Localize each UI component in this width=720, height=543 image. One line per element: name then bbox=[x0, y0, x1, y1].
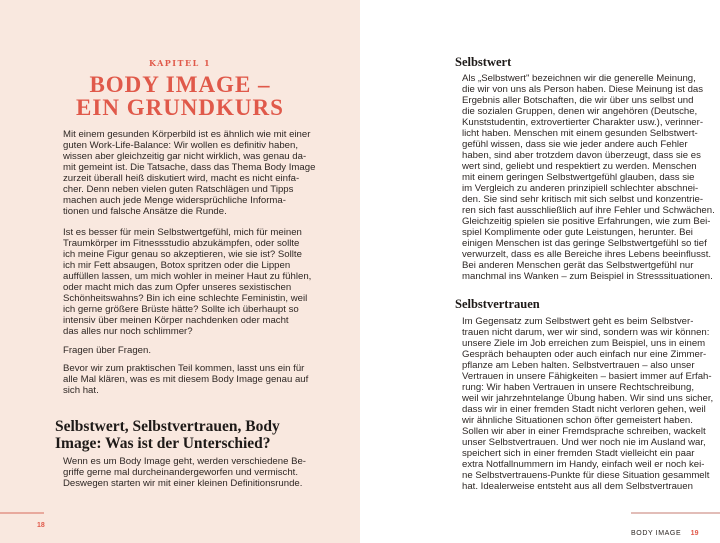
text-line: ich mir Fett absaugen, Botox spritzen oder die Lippen bbox=[63, 260, 291, 271]
text-line: einigen Menschen ist das geringe Selbstwertgefühl so tief bbox=[462, 238, 707, 249]
text-line: Gleichzeitig spielen sie positive Erfahrungen, wie zum Bei- bbox=[462, 216, 711, 227]
right-page bbox=[360, 0, 720, 543]
text-line: dass wir in einer fremden Stadt nicht verloren gehen, weil bbox=[462, 404, 706, 415]
page-number: 19 bbox=[690, 530, 699, 537]
text-line: Gespräch behaupten oder auch einfach nur eine Zimmer- bbox=[462, 349, 707, 360]
text-line: ren sich fast ausschließlich auf ihre Fehler und Schwächen. bbox=[462, 205, 715, 216]
text-line: Ist es besser für mein Selbstwertgefühl, mich für meinen bbox=[63, 227, 302, 238]
text-line: tionen und falsche Ansätze die Runde. bbox=[63, 206, 227, 217]
text-line: hat. Idealerweise entsteht aus all dem Selbstvertrauen bbox=[462, 481, 693, 492]
text-line: Deswegen starten wir mit einer kleinen Definitionsrunde. bbox=[63, 478, 303, 489]
text-line: verwurzelt, dass es alle Bereiche ihres Lebens beeinflusst. bbox=[462, 249, 712, 260]
text-line: oder macht mich das zum Opfer unseres sexistischen bbox=[63, 282, 292, 293]
text-line: die sozialen Gruppen, denen wir angehören (Deutsche, bbox=[462, 106, 698, 117]
chapter-label: KAPITEL 1 bbox=[148, 58, 212, 68]
running-head: BODY IMAGE bbox=[631, 530, 682, 537]
text-line: Fragen über Fragen. bbox=[63, 345, 151, 356]
text-line: mit einem geringen Selbstwertgefühl glauben, dass sie bbox=[462, 172, 695, 183]
text-line: im Vergleich zu anderen prinzipiell schlechter abschnei- bbox=[462, 183, 699, 194]
paragraph bbox=[63, 129, 315, 217]
text-line: alle Mal klären, was es mit diesem Body Image genau auf bbox=[63, 374, 309, 385]
page-number: 18 bbox=[37, 522, 45, 529]
text-line: ich meine Figur genau so akzeptieren, wie sie ist? Sollte bbox=[63, 249, 302, 260]
text-line: auffüllen lassen, um mich wohler in meiner Haut zu fühlen, bbox=[63, 271, 312, 282]
section-heading-line: Selbstwert, Selbstvertrauen, Body bbox=[55, 418, 280, 435]
paragraph bbox=[462, 316, 713, 492]
text-line: Schönheitswahns? Bin ich eine schlechte Feministin, weil bbox=[63, 293, 308, 304]
paragraph bbox=[63, 227, 311, 337]
text-line: Wenn es um Body Image geht, werden verschiedene Be- bbox=[63, 456, 307, 467]
section-heading: Selbstwert bbox=[455, 55, 512, 69]
text-line: manchmal ins Wanken – zum Beispiel in Stresssituationen. bbox=[462, 271, 713, 282]
text-line: griffe gerne mal durcheinandergeworfen und vermischt. bbox=[63, 467, 298, 478]
text-line: sich hat. bbox=[63, 385, 99, 396]
text-line: Vertrauen in unsere Fähigkeiten – basiert immer auf Erfah- bbox=[462, 371, 712, 382]
text-line: Sollen wir aber in einer Fremdsprache schreiben, wackelt bbox=[462, 426, 706, 437]
text-line: Bei anderen Menschen gerät das Selbstwertgefühl nur bbox=[462, 260, 694, 271]
text-line: guten Work-Life-Balance: Wir wollen es definitiv haben, bbox=[63, 140, 298, 151]
text-line: intensiv über meinen Körper nachdenken oder macht bbox=[63, 315, 289, 326]
footer-rule bbox=[0, 512, 44, 514]
text-line: weil wir jahrzehntelange Übung haben. Wir sind uns sicher, bbox=[462, 393, 714, 404]
section-heading bbox=[55, 418, 280, 452]
text-line: Kunststudentin, extrovertierter Charakter usw.), verinner- bbox=[462, 117, 704, 128]
footer-rule bbox=[631, 512, 720, 514]
section-heading-line: Image: Was ist der Unterschied? bbox=[55, 435, 271, 452]
text-line: rung: Wir haben Vertrauen in unsere Rechtschreibung, bbox=[462, 382, 694, 393]
text-line: Ergebnis aller Botschaften, die wir über uns selbst und bbox=[462, 95, 694, 106]
text-line: extra Notfallnummern im Handy, einfach weil er noch kei- bbox=[462, 459, 705, 470]
text-line: Im Gegensatz zum Selbstwert geht es beim Selbstver- bbox=[462, 316, 694, 327]
text-line: wir ähnliche Situationen schon öfter gemeistert haben. bbox=[462, 415, 693, 426]
paragraph bbox=[462, 73, 715, 282]
paragraph bbox=[63, 345, 151, 356]
text-line: den. Sie sind sehr kritisch mit sich selbst und konzentrie- bbox=[462, 194, 704, 205]
text-line: wissen aber gleichzeitig gar nicht wirklich, was genau da- bbox=[63, 151, 307, 162]
text-line: gefühl wissen, dass sie wie jeder andere auch Fehler bbox=[462, 139, 688, 150]
text-line: Mit einem gesunden Körperbild ist es ähnlich wie mit einer bbox=[63, 129, 311, 140]
text-line: ich gerne größere Brüste hätte? Sollte ich überhaupt so bbox=[63, 304, 299, 315]
text-line: machen auch jede Menge widersprüchliche Informa- bbox=[63, 195, 286, 206]
chapter-title-line: BODY IMAGE – bbox=[89, 72, 271, 97]
text-line: ne Selbstvertrauens-Punkte für diese Situation gesammelt bbox=[462, 470, 710, 481]
text-line: unser Selbstvertrauen. Und wer noch nie im Ausland war, bbox=[462, 437, 706, 448]
text-line: mit gemeint ist. Die Tatsache, dass das Thema Body Image bbox=[63, 162, 316, 173]
text-line: das alles nur noch schlimmer? bbox=[63, 326, 193, 337]
text-line: Traumkörper im Fitnessstudio abzukämpfen, oder sollte bbox=[63, 238, 300, 249]
page-footer bbox=[631, 522, 698, 540]
text-line: die wir von uns als Person haben. Diese Meinung ist das bbox=[462, 84, 704, 95]
text-line: licht haben. Menschen mit einem gesunden Selbstwert- bbox=[462, 128, 698, 139]
chapter-title-line: EIN GRUNDKURS bbox=[76, 95, 284, 120]
text-line: speichert sich in einer fremden Stadt vielleicht ein paar bbox=[462, 448, 695, 459]
paragraph bbox=[63, 363, 308, 396]
text-line: pflanze am Leben halten. Selbstvertrauen – also unser bbox=[462, 360, 695, 371]
paragraph bbox=[63, 456, 306, 489]
text-line: trauen nicht darum, wer wir sind, sondern was wir können: bbox=[462, 327, 710, 338]
text-line: cher. Denn neben vielen guten Ratschlägen und Tipps bbox=[63, 184, 294, 195]
text-line: Bevor wir zum praktischen Teil kommen, lasst uns ein für bbox=[63, 363, 305, 374]
text-line: zurzeit überall heiß diskutiert wird, macht es nicht einfa- bbox=[63, 173, 300, 184]
text-line: wert sind, geliebt und respektiert zu werden. Menschen bbox=[462, 161, 697, 172]
section-heading: Selbstvertrauen bbox=[455, 297, 540, 311]
text-line: unsere Ziele im Job erreichen zum Beispiel, uns in einem bbox=[462, 338, 706, 349]
text-line: haben, sind aber trotzdem davon überzeugt, dass sie es bbox=[462, 150, 701, 161]
text-line: spiel Komplimente oder gute Leistungen, herunter. Bei bbox=[462, 227, 693, 238]
text-line: Als „Selbstwert" bezeichnen wir die generelle Meinung, bbox=[462, 73, 696, 84]
